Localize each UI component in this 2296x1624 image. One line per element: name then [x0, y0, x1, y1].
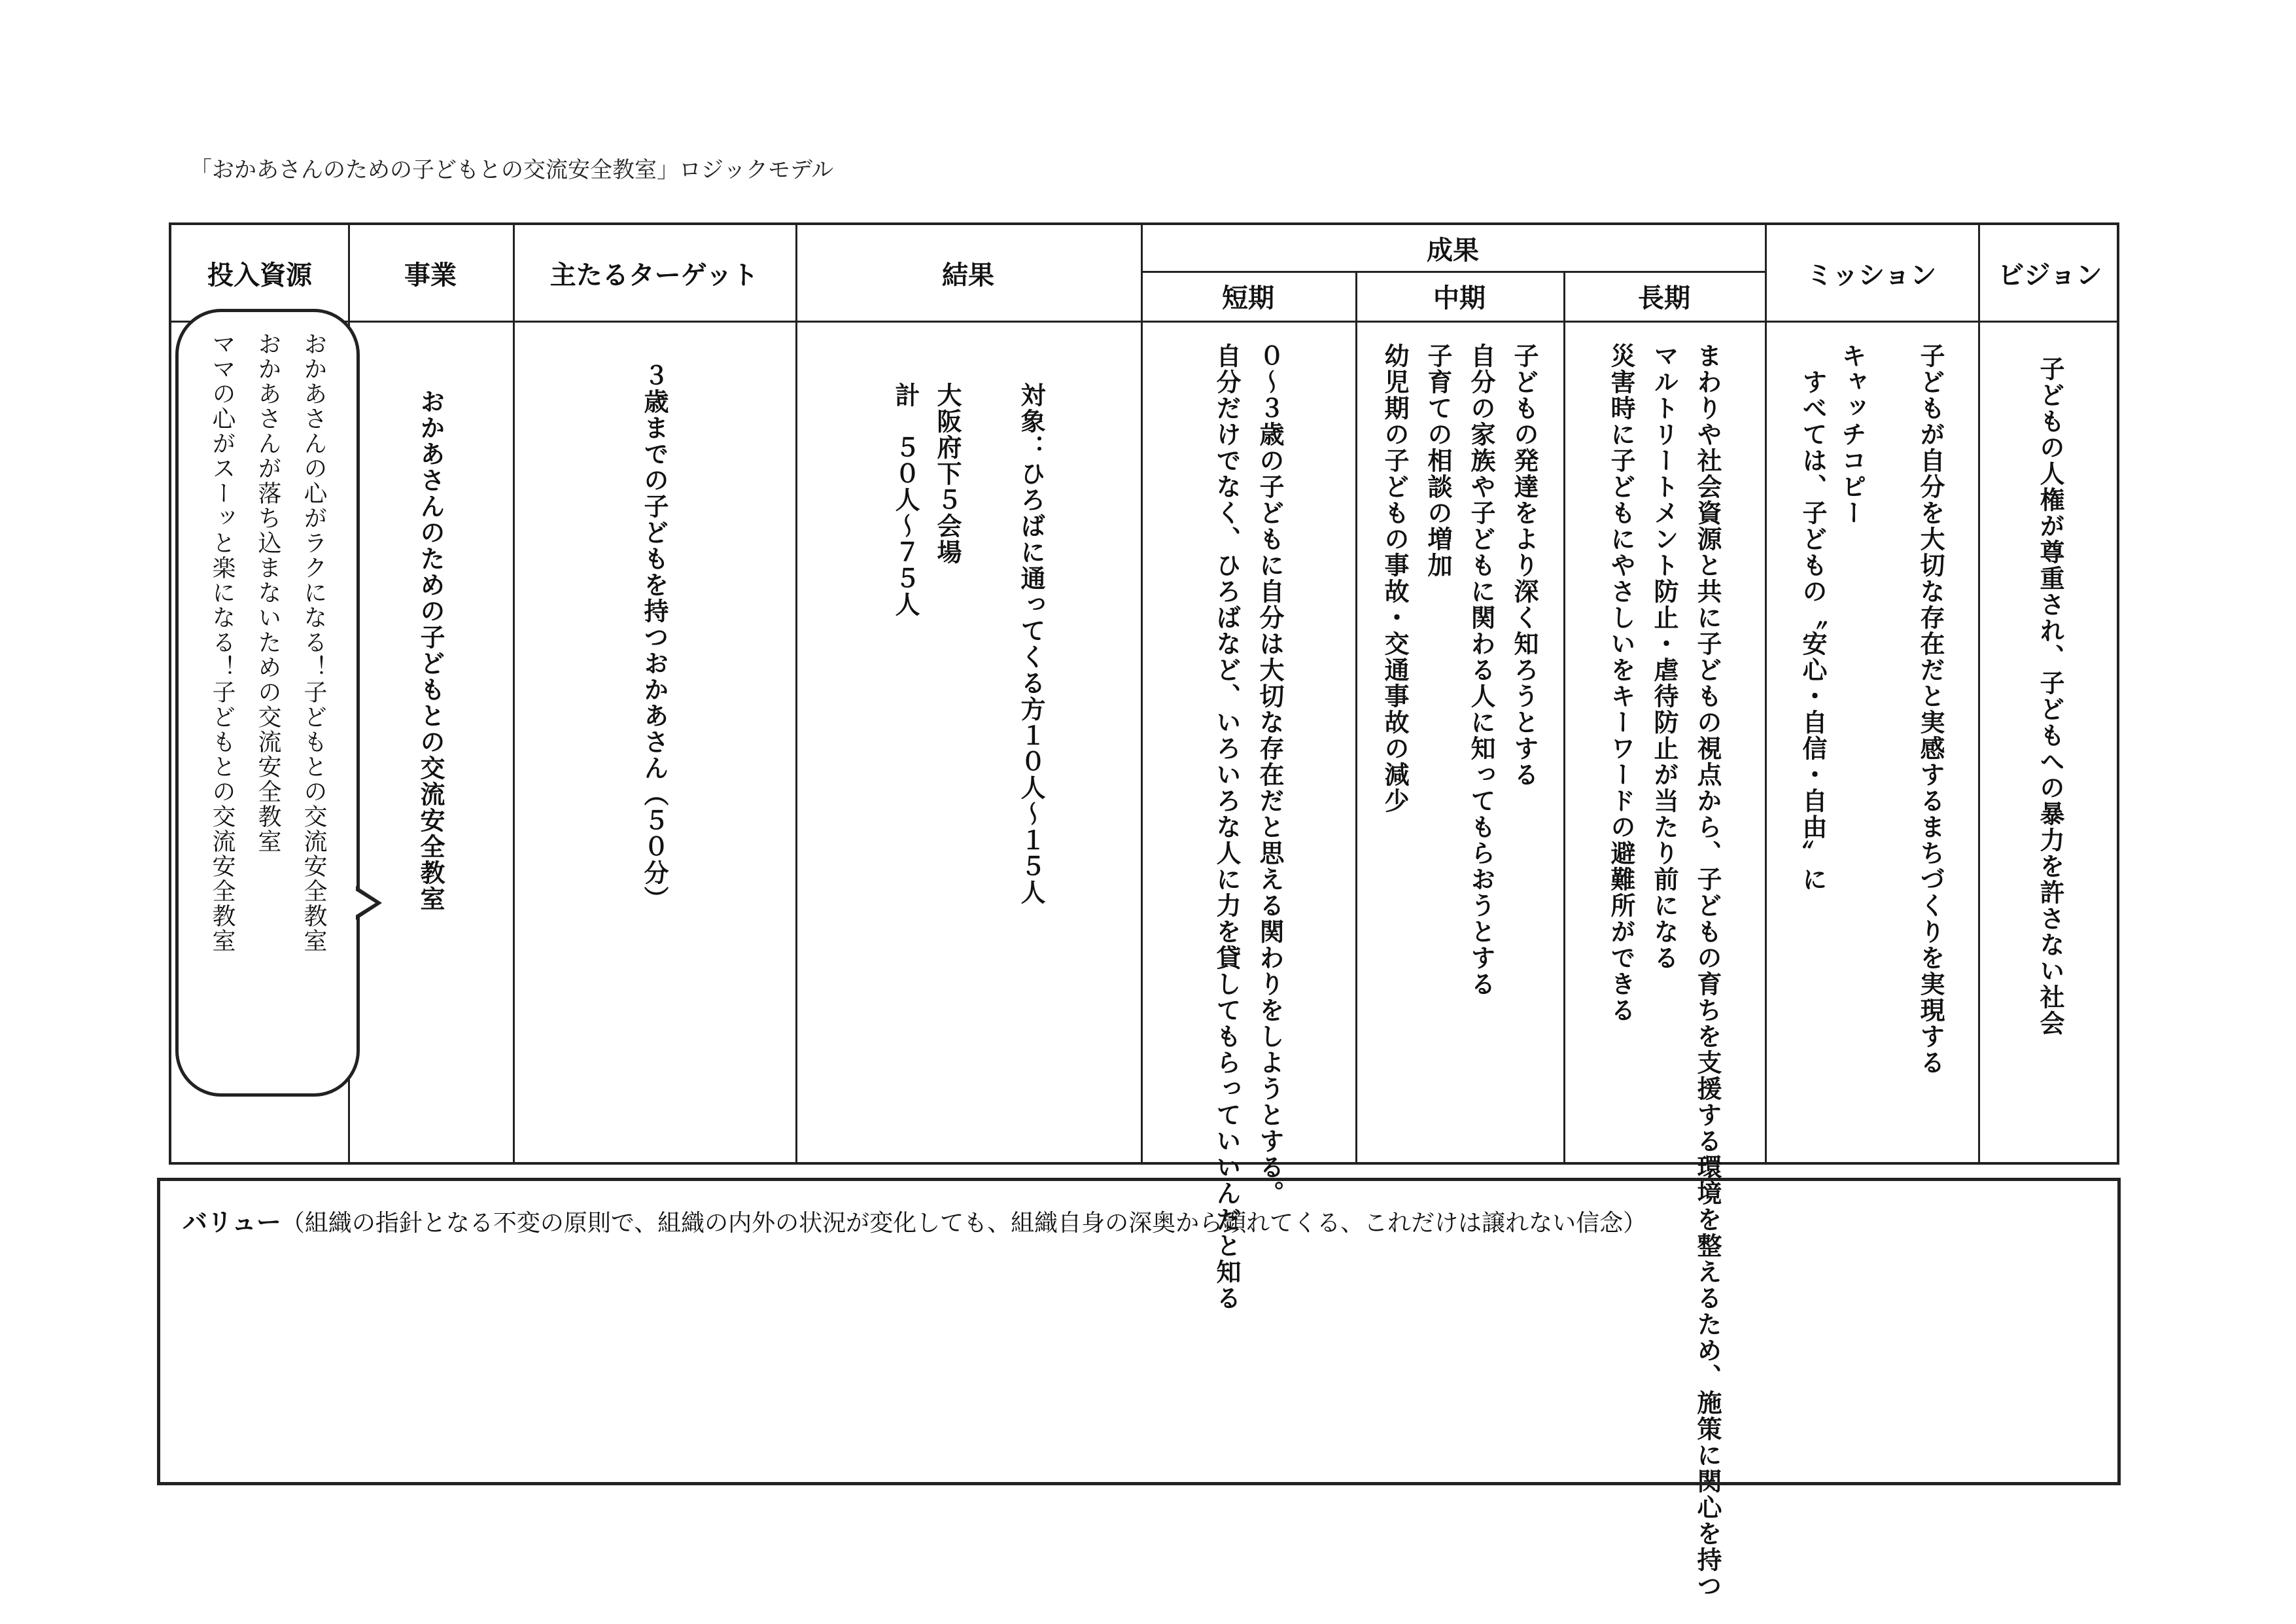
header-results: 結果: [942, 260, 994, 291]
header-mission: ミッション: [1806, 260, 1937, 291]
cell-vision: [1978, 330, 2122, 1174]
document-title: 「おかあさんのための子どもとの交流安全教室」ロジックモデル: [190, 157, 834, 183]
cell-long-term: [1563, 330, 1765, 1599]
inputs-speech-balloon: [175, 309, 360, 1097]
short-term-text: ０～３歳の子どもに自分は大切な存在だと思える関わりをしようとする。 自分だけでなく、ひろばなど、いろいろな人に力を貸してもらっていいんだと知る: [1212, 343, 1284, 1311]
values-label: バリュー: [183, 1208, 281, 1237]
cell-mid-term: [1355, 330, 1563, 1161]
header-row-divider: [171, 321, 2117, 323]
cell-results: [795, 330, 1141, 1200]
cell-target: [513, 330, 795, 1180]
cell-project: [348, 330, 513, 1207]
header-long-term: 長期: [1638, 283, 1690, 313]
values-description: （組織の指針となる不変の原則で、組織の内外の状況が変化しても、組織自身の深奥から顕れてくる、これだけは譲れない信念）: [281, 1210, 1647, 1237]
header-vision: ビジョン: [1998, 260, 2102, 291]
project-text: おかあさんのための子どもとの交流安全教室: [416, 389, 445, 912]
header-target: 主たるターゲット: [549, 260, 759, 291]
header-outcomes: 成果: [1427, 235, 1479, 266]
values-box: [157, 1178, 2121, 1485]
header-project: 事業: [404, 260, 457, 291]
results-text: 対象：ひろばに通ってくる方１０人～１５人 大阪府下５会場 計 ５０人～７５人: [891, 382, 1045, 906]
mission-text: 子どもが自分を大切な存在だと実感するまちづくりを実現する キャッチコピー すべては、子どもの〝安心・自信・自由〟に: [1798, 343, 1945, 1076]
target-text: ３歳までの子どもを持つおかあさん（５０分）: [640, 362, 669, 912]
header-inputs: 投入資源: [207, 260, 312, 291]
values-heading: [183, 1202, 1646, 1238]
mid-term-text: 子どもの発達をより深く知ろうとする 自分の家族や子どもに関わる人に知ってもらおうとする 子育ての相談の増加 幼児期の子どもの事故・交通事故の減少: [1380, 343, 1539, 997]
header-short-term: 短期: [1222, 283, 1274, 313]
vision-text: 子どもの人権が尊重され、子どもへの暴力を許さない社会: [2036, 356, 2064, 1036]
inputs-text: おかあさんの心がラクになる！子どもとの交流安全教室 おかあさんが落ち込まないための交流安全教室 ママの心がスーッと楽になる！子どもとの交流安全教室: [209, 332, 327, 953]
header-mid-term: 中期: [1433, 283, 1486, 313]
long-term-text: まわりや社会資源と共に子どもの視点から、子どもの育ちを支援する環境を整えるため、施策に関心を持つ マルトリートメント防止・虐待防止が当たり前になる 災害時に子どもにやさしいをキーワードの避難所ができる: [1607, 343, 1722, 1599]
cell-short-term: [1141, 330, 1355, 1311]
cell-mission: [1765, 330, 1978, 1161]
